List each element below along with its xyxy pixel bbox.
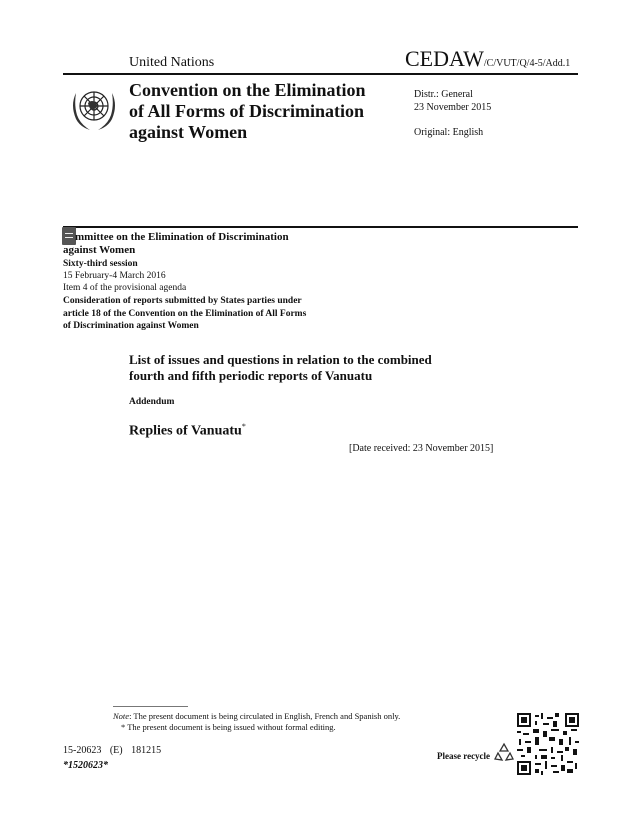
section-rule: [63, 226, 578, 228]
convention-title-line: Convention on the Elimination: [129, 80, 366, 100]
note-label: Note: [113, 711, 130, 721]
un-emblem-icon: [66, 79, 122, 135]
footnote-rule: [113, 706, 188, 707]
footnote: * The present document is being issued without formal editing.: [121, 722, 336, 732]
recycle-icon: [494, 742, 514, 762]
original-language: Original: English: [414, 127, 484, 138]
distribution-block: [414, 88, 491, 114]
session: Sixty-third session: [63, 259, 138, 269]
date-received: [Date received: 23 November 2015]: [349, 443, 494, 454]
addendum-label: Addendum: [129, 397, 175, 407]
agenda-item: Item 4 of the provisional agenda: [63, 283, 187, 293]
document-symbol: [405, 46, 570, 72]
convention-title-line: against Women: [129, 122, 248, 142]
barcode-text: *1520623*: [63, 760, 108, 771]
committee-name-line: mmittee on the Elimination of Discrimination: [75, 231, 289, 243]
symbol-main: CEDAW: [405, 46, 484, 71]
document-number: 15-20623 (E) 181215: [63, 745, 162, 756]
committee-name-line: against Women: [63, 244, 136, 256]
convention-title-line: of All Forms of Discrimination: [129, 101, 364, 121]
committee-name: [63, 231, 353, 257]
consideration-line: of Discrimination against Women: [63, 321, 199, 331]
issue-date: 23 November 2015: [414, 102, 492, 113]
session-dates: 15 February-4 March 2016: [63, 271, 166, 281]
note-text: : The present document is being circulated in English, French and Spanish only.: [129, 711, 401, 721]
recycle-text: Please recycle: [437, 751, 491, 761]
issues-title-line: List of issues and questions in relation to the combined: [129, 352, 432, 367]
consideration-heading: [63, 295, 363, 333]
distribution: Distr.: General: [414, 89, 473, 100]
organization-name: United Nations: [129, 55, 215, 70]
convention-title: [129, 80, 409, 143]
qr-code-icon[interactable]: [517, 713, 579, 775]
consideration-line: article 18 of the Convention on the Elimination of All Forms: [63, 308, 307, 319]
replies-heading: [129, 422, 246, 440]
replies-text: Replies of Vanuatu: [129, 423, 242, 439]
header-rule: [63, 73, 578, 75]
issues-title: [129, 352, 489, 384]
issues-title-line: fourth and fifth periodic reports of Vanuatu: [129, 368, 373, 383]
symbol-suffix: /C/VUT/Q/4-5/Add.1: [483, 58, 571, 69]
consideration-line: Consideration of reports submitted by States parties under: [63, 296, 302, 306]
footnote-mark: *: [241, 422, 246, 431]
circulation-note: [113, 711, 400, 721]
